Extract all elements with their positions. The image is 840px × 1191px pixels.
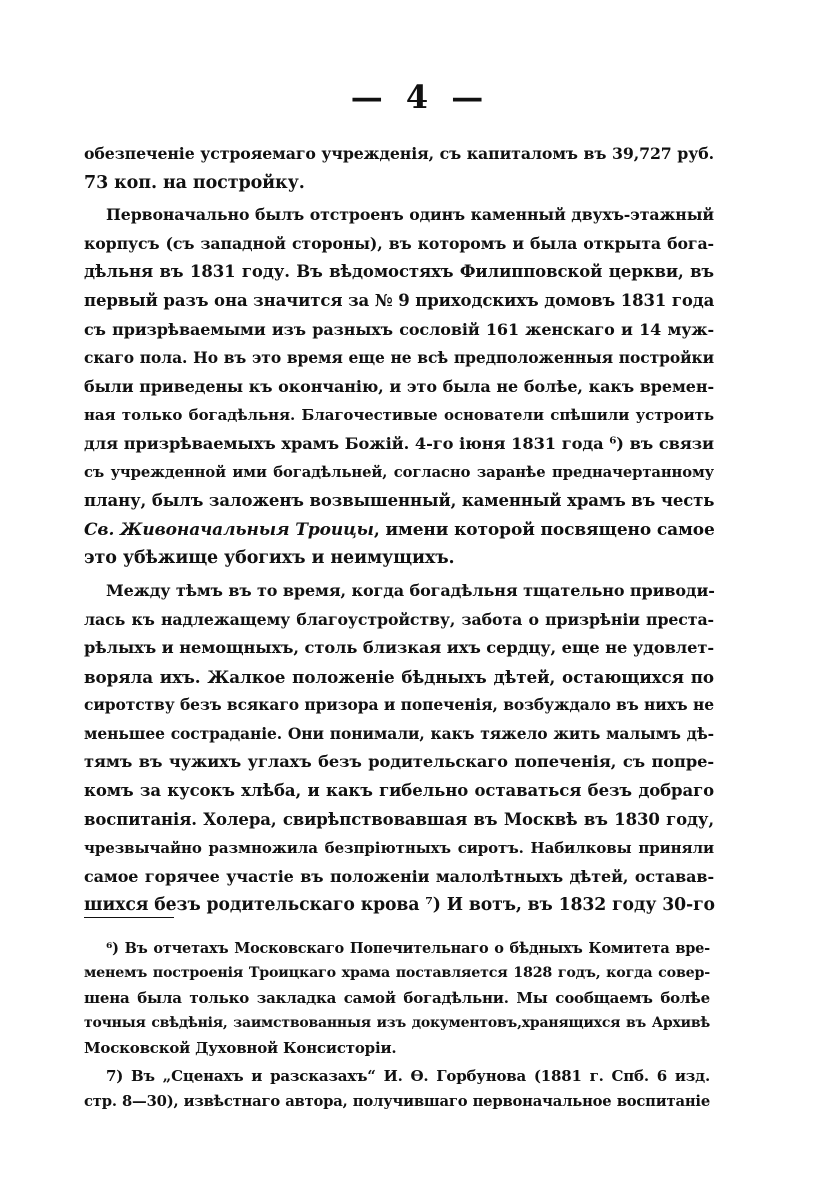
text-line: шихся безъ родительскаго крова ⁷) И вотъ, въ 1832 году 30-го bbox=[84, 895, 715, 916]
footnote-6-line: ⁶) Въ отчетахъ Московскаго Попечительнаго о бѣдныхъ Комитета вре- bbox=[106, 940, 710, 957]
text-line: рѣлыхъ и немощныхъ, столь близкая ихъ сердцу, еще не удовлет- bbox=[84, 638, 714, 658]
text-line: первый разъ она значится за № 9 приходскихъ домовъ 1831 года bbox=[84, 290, 715, 310]
text-line: съ призрѣваемыми изъ разныхъ сословій 161 женскаго и 14 муж- bbox=[84, 319, 714, 339]
text-line: сиротству безъ всякаго призора и попеченія, возбуждало въ нихъ не bbox=[84, 695, 714, 715]
text-line: 73 коп. на постройку. bbox=[84, 172, 305, 193]
text-line: воряла ихъ. Жалкое положеніе бѣдныхъ дѣтей, остающихся по bbox=[84, 666, 714, 687]
footnote-6-line: Московской Духовной Консисторіи. bbox=[84, 1039, 397, 1057]
main-text bbox=[84, 140, 714, 920]
text-line: обезпеченіе устрояемаго учрежденія, съ капиталомъ въ 39,727 руб. bbox=[84, 144, 714, 163]
text-line: были приведены къ окончанію, и это была не болѣе, какъ времен- bbox=[84, 376, 714, 396]
footnote-6-line: шена была только закладка самой богадѣльни. Мы сообщаемъ болѣе bbox=[84, 989, 710, 1007]
footnote-separator bbox=[84, 917, 174, 918]
footnote-6-line: точныя свѣдѣнія, заимствованныя изъ документовъ,хранящихся въ Архивѣ bbox=[84, 1015, 710, 1031]
text-line: скаго пола. Но въ это время еще не всѣ предположенныя постройки bbox=[84, 348, 714, 368]
text-line: плану, былъ заложенъ возвышенный, каменный храмъ въ честь bbox=[84, 491, 715, 511]
footnotes bbox=[84, 936, 710, 1114]
text-line: съ учрежденной ими богадѣльней, согласно заранѣе предначертанному bbox=[84, 463, 714, 481]
text-line: тямъ въ чужихъ углахъ безъ родительскаго попеченія, съ попре- bbox=[84, 752, 714, 772]
footnote-7-line: 7) Въ „Сценахъ и разсказахъ“ И. Ѳ. Горбунова (1881 г. Спб. 6 изд. bbox=[106, 1067, 710, 1085]
text-line: чрезвычайно размножила безпріютныхъ сиротъ. Набилковы приняли bbox=[84, 839, 714, 858]
text-line: дѣльня въ 1831 году. Въ вѣдомостяхъ Филипповской церкви, въ bbox=[84, 262, 714, 282]
text-line: это убѣжище убогихъ и неимущихъ. bbox=[84, 548, 455, 569]
text-line: воспитанія. Холера, свирѣпствовавшая въ Москвѣ въ 1830 году, bbox=[84, 809, 714, 829]
paragraph-start-line: Между тѣмъ въ то время, когда богадѣльня тщательно приводи- bbox=[106, 580, 715, 600]
text-line: комъ за кусокъ хлѣба, и какъ гибельно оставаться безъ добраго bbox=[84, 781, 714, 801]
text-line: для призрѣваемыхъ храмъ Божій. 4-го іюня 1831 года ⁶) въ связи bbox=[84, 433, 714, 453]
text-line: корпусъ (съ западной стороны), въ которомъ и была открыта бога- bbox=[84, 233, 714, 253]
text-line: Св. Живоначальныя Троицы, имени которой посвящено самое bbox=[84, 519, 715, 540]
page-number: — 4 — bbox=[350, 78, 490, 116]
paragraph-start-line: Первоначально былъ отстроенъ одинъ каменный двухъ-этажный bbox=[106, 205, 714, 225]
text-line: самое горячее участіе въ положеніи малолѣтныхъ дѣтей, оставав- bbox=[84, 866, 714, 886]
text-line: ная только богадѣльня. Благочестивые основатели спѣшили устроить bbox=[84, 406, 714, 425]
text-line: лась къ надлежащему благоустройству, забота о призрѣніи преста- bbox=[84, 609, 714, 629]
text-line: меньшее состраданіе. Они понимали, какъ тяжело жить малымъ дѣ- bbox=[84, 723, 714, 743]
footnote-7-line: стр. 8—30), извѣстнаго автора, получившаго первоначальное воспитаніе bbox=[84, 1093, 710, 1110]
footnote-6-line: менемъ построенія Троицкаго храма поставляется 1828 годъ, когда совер- bbox=[84, 965, 710, 981]
